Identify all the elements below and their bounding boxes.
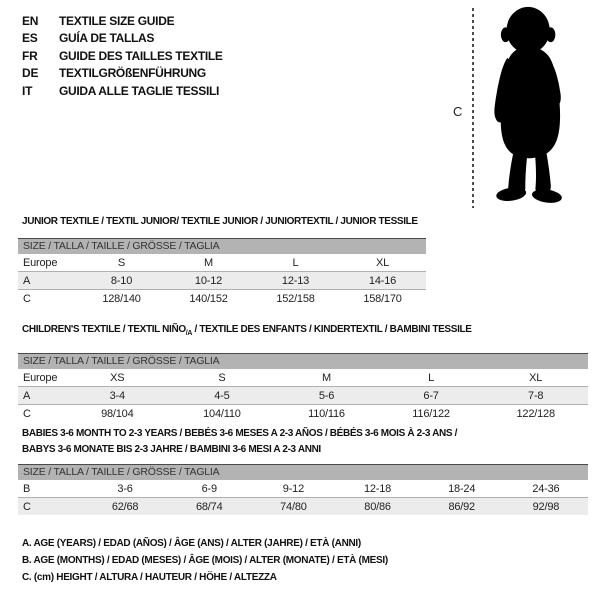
table-cell: 14-16 (339, 272, 426, 290)
table-cell: XL (483, 369, 588, 387)
table-cell: 152/158 (276, 292, 315, 305)
table-cell: 104/110 (203, 407, 241, 420)
table-row (18, 272, 426, 290)
table-cell: 8-10 (78, 272, 165, 290)
size-table (18, 464, 588, 515)
language-code: EN (22, 14, 39, 28)
size-grid (18, 254, 426, 307)
language-row (22, 13, 223, 30)
table-cell: 110/116 (308, 407, 345, 420)
size-table (18, 353, 588, 422)
table-cell: 158/170 (363, 292, 402, 305)
table-cell: S (170, 369, 275, 387)
table-row (18, 480, 588, 498)
section-title-part: /A (185, 330, 193, 337)
row-label: C (23, 292, 31, 305)
language-title: GUÍA DE TALLAS (59, 31, 155, 46)
table-cell: S (78, 254, 165, 272)
table-cell: 116/122 (412, 407, 450, 420)
table-cell: 12-13 (252, 272, 339, 290)
table-cell: 9-12 (251, 480, 335, 498)
table-cell: 18-24 (420, 480, 504, 498)
table-cell: 98/104 (101, 407, 134, 420)
section-title (22, 215, 426, 228)
row-label: A (18, 387, 65, 405)
table-cell: 6-7 (379, 387, 484, 405)
size-grid (18, 369, 588, 422)
table-cell: 128/140 (102, 292, 141, 305)
table-row (18, 369, 588, 387)
height-measure-line (472, 8, 474, 208)
table-row (18, 254, 426, 272)
section-title-line (22, 323, 588, 340)
table-cell: 122/128 (516, 407, 555, 420)
table-cell: 4-5 (170, 387, 275, 405)
section-title-line (22, 215, 426, 228)
footnote-line: B. AGE (MONTHS) / EDAD (MESES) / ÂGE (MOIS) / ALTER (MONATE) / ETÀ (MESI) (22, 554, 388, 566)
table-cell: XL (339, 254, 426, 272)
table-cell: 92/98 (504, 498, 588, 516)
table-cell: 3-6 (83, 480, 167, 498)
table-cell: XS (65, 369, 170, 387)
table-cell: 7-8 (483, 387, 588, 405)
table-cell: 80/86 (335, 498, 419, 516)
footnote-line: A. AGE (YEARS) / EDAD (AÑOS) / ÂGE (ANS) / ALTER (JAHRE) / ETÀ (ANNI) (22, 538, 361, 549)
table-cell: 6-9 (167, 480, 251, 498)
toddler-silhouette-icon (483, 6, 577, 210)
table-cell: 3-4 (65, 387, 170, 405)
section-title-line (22, 442, 588, 458)
toddler-silhouette-shape (494, 7, 562, 205)
language-code: DE (22, 66, 39, 81)
table-cell: L (379, 369, 484, 387)
table-cell: 12-18 (335, 480, 419, 498)
size-table (18, 238, 426, 307)
table-size-header: SIZE / TALLA / TAILLE / GRÖSSE / TAGLIA (18, 353, 588, 369)
row-label: Europe (18, 369, 65, 387)
language-row (22, 48, 223, 65)
language-title: TEXTILGRÖßENFÜHRUNG (59, 66, 206, 81)
size-grid (18, 480, 588, 515)
language-code: ES (22, 31, 38, 46)
language-row (22, 65, 223, 82)
row-label: B (18, 480, 83, 498)
section-title (22, 426, 588, 458)
table-cell: L (252, 254, 339, 272)
height-measure-label: C (453, 104, 463, 119)
language-row (22, 83, 223, 100)
table-cell: 74/80 (251, 498, 335, 516)
section-title-part: JUNIOR TEXTILE / TEXTIL JUNIOR/ TEXTILE JUNIOR / JUNIORTEXTIL / JUNIOR TESSILE (22, 216, 418, 227)
section-childrens-textile (18, 323, 588, 422)
table-row (18, 405, 588, 423)
language-code: IT (22, 83, 33, 98)
section-title-part: / TEXTILE DES ENFANTS / KINDERTEXTIL / BAMBINI TESSILE (192, 324, 472, 335)
row-label: C (23, 407, 31, 420)
section-junior-textile (18, 215, 426, 307)
section-title-part: BABIES 3-6 MONTH TO 2-3 YEARS / BEBÉS 3-6 MESES A 2-3 AÑOS / BÉBÉS 3-6 MOIS À 2-3 ANS / (22, 428, 458, 439)
section-title-part: BABYS 3-6 MONATE BIS 2-3 JAHRE / BAMBINI 3-6 MESI A 2-3 ANNI (22, 444, 321, 455)
language-row (22, 30, 223, 47)
table-cell: 68/74 (167, 498, 251, 516)
language-code: FR (22, 48, 38, 63)
table-cell: 24-36 (504, 480, 588, 498)
section-title-line (22, 426, 588, 442)
section-title (22, 323, 588, 340)
table-row (18, 387, 588, 405)
table-cell: 5-6 (274, 387, 379, 405)
table-cell: 86/92 (420, 498, 504, 516)
section-title-part: CHILDREN'S TEXTILE / TEXTIL NIÑO (22, 324, 186, 335)
row-label: C (18, 498, 83, 516)
footnotes (22, 536, 388, 586)
table-cell: 62/68 (83, 498, 167, 516)
language-title: TEXTILE SIZE GUIDE (59, 14, 175, 28)
table-row (18, 290, 426, 308)
row-label: A (18, 272, 78, 290)
table-row (18, 498, 588, 516)
table-cell: M (274, 369, 379, 387)
language-header (22, 13, 223, 100)
section-babies-textile (18, 426, 588, 515)
table-size-header: SIZE / TALLA / TAILLE / GRÖSSE / TAGLIA (18, 238, 426, 254)
footnote-line: C. (cm) HEIGHT / ALTURA / HAUTEUR / HÖHE / ALTEZZA (22, 571, 277, 583)
table-size-header: SIZE / TALLA / TAILLE / GRÖSSE / TAGLIA (18, 464, 588, 480)
table-cell: M (165, 254, 252, 272)
language-title: GUIDE DES TAILLES TEXTILE (59, 48, 223, 63)
language-title: GUIDA ALLE TAGLIE TESSILI (59, 83, 220, 98)
row-label: Europe (18, 254, 78, 272)
table-cell: 140/152 (189, 292, 228, 305)
table-cell: 10-12 (165, 272, 252, 290)
